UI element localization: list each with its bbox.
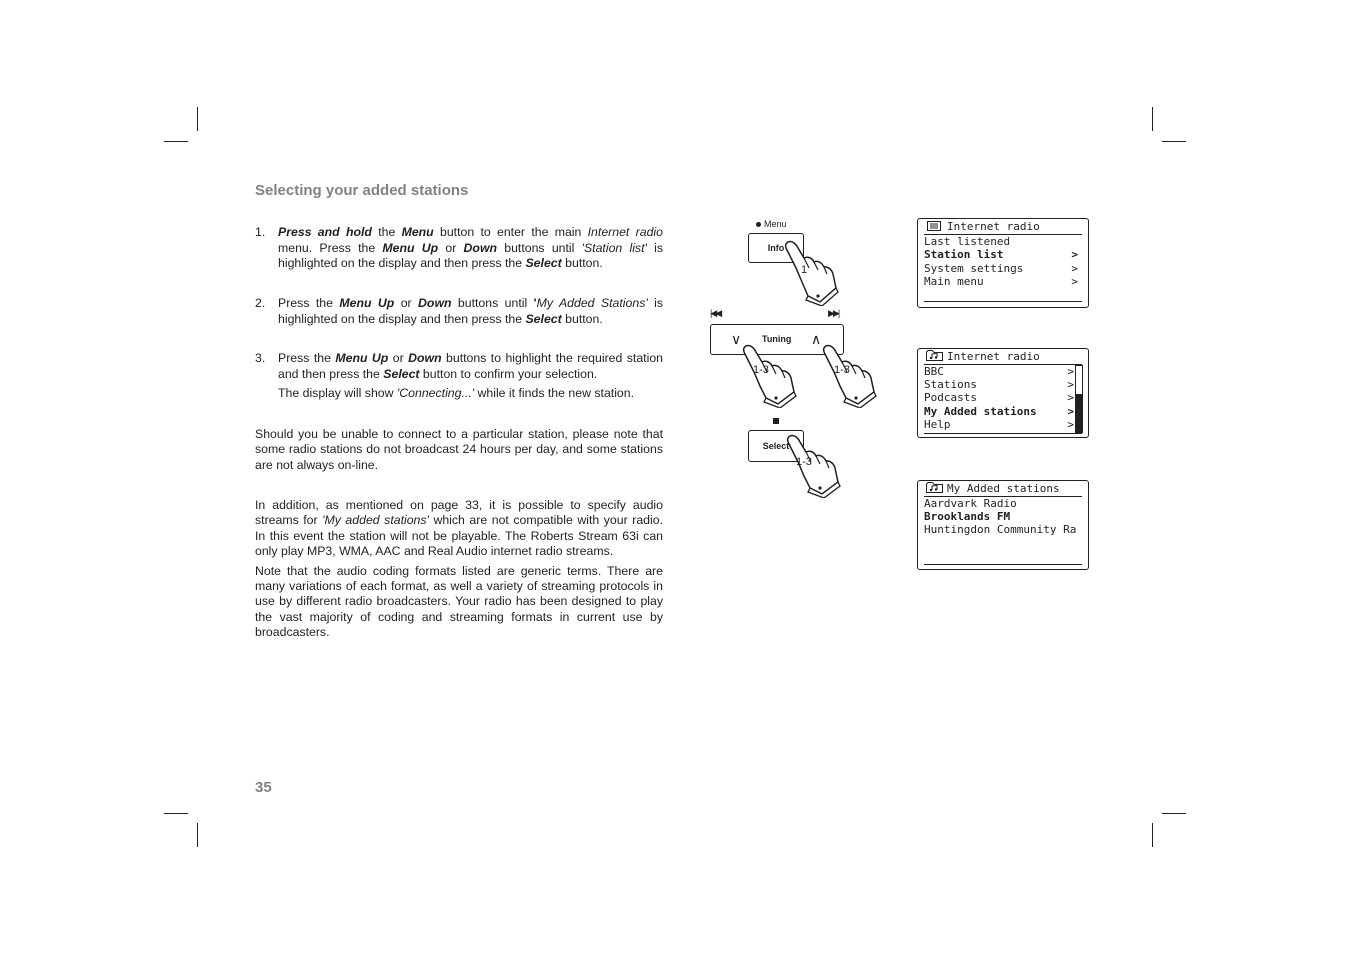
text: button.: [561, 311, 603, 326]
button-name: Down: [463, 240, 498, 255]
text: or: [438, 240, 464, 255]
lcd-item-label: My Added stations: [924, 405, 1037, 418]
text: In addition, as mentioned on page 33, it is possible to specify audio streams for: [255, 498, 663, 528]
menu-name: Internet radio: [587, 225, 663, 239]
button-name: Select: [383, 366, 420, 381]
lcd-menu-item[interactable]: [924, 391, 1074, 404]
lcd-title: Internet radio: [947, 220, 1040, 233]
stop-icon: [773, 418, 779, 424]
lcd-item-label: BBC: [924, 365, 944, 378]
lcd-title-bar: [924, 219, 1082, 235]
menu-name: My Added Stations': [536, 296, 648, 310]
page-heading: Selecting your added stations: [255, 182, 469, 199]
pointing-finger-icon: [786, 432, 842, 498]
lcd-menu-item[interactable]: [924, 418, 1074, 431]
crop-mark: [1162, 813, 1186, 814]
text: while it finds the new station.: [474, 386, 635, 401]
step-2: [255, 296, 663, 327]
text: buttons until: [497, 240, 582, 255]
paragraph-text: Should you be unable to connect to a particular station, please note that some radio stations do not broadcast 24 hours per day, and some stations are not always on-line.: [255, 427, 663, 472]
finger-step-label: 1: [801, 264, 808, 276]
lcd-title-bar: [924, 349, 1082, 365]
lcd-divider: [924, 301, 1082, 302]
lcd-item-label: Station list: [924, 248, 1004, 261]
text: Press the: [278, 351, 336, 365]
step-number: 1.: [255, 225, 266, 239]
chevron-right-icon: >: [1067, 391, 1074, 404]
select-label: Select: [762, 441, 790, 451]
lcd-menu-item[interactable]: [924, 262, 1078, 275]
lcd-title: My Added stations: [947, 482, 1060, 495]
text: the: [371, 225, 402, 239]
lcd-menu-item[interactable]: [924, 365, 1074, 378]
chevron-right-icon: >: [1071, 248, 1078, 261]
chevron-right-icon: >: [1067, 418, 1074, 431]
lcd-item-label: Aardvark Radio: [924, 497, 1017, 510]
paragraph-text: [255, 498, 663, 560]
lcd-title: Internet radio: [947, 350, 1040, 363]
step-text: [278, 225, 663, 272]
step-1: [255, 225, 663, 272]
text: The display will show: [278, 386, 397, 401]
text: or: [394, 296, 419, 310]
button-name: Menu Up: [382, 240, 439, 255]
finger-step-label: 1-3: [834, 364, 850, 376]
music-folder-icon: [926, 482, 943, 493]
finger-step-label: 1-3: [796, 456, 812, 468]
button-name: Select: [525, 256, 562, 271]
button-name: Menu Up: [335, 351, 389, 365]
lcd-screen-my-added-stations: [917, 480, 1089, 570]
crop-mark: [164, 141, 188, 142]
button-name: Menu Up: [339, 296, 395, 310]
lcd-menu-item-selected[interactable]: [924, 405, 1074, 418]
chevron-right-icon: >: [1067, 365, 1074, 378]
skip-back-icon: |◀◀: [710, 308, 721, 318]
lcd-item-label: Stations: [924, 378, 977, 391]
text: is highlighted on the display and then press the: [278, 240, 663, 271]
lcd-title-bar: [924, 481, 1082, 497]
lcd-station-item[interactable]: [924, 497, 1078, 510]
step-3: [255, 351, 663, 402]
lcd-scrollbar[interactable]: [1075, 365, 1083, 433]
tuning-label: Tuning: [762, 334, 792, 344]
pointing-finger-icon: [742, 342, 798, 408]
crop-mark: [197, 107, 198, 131]
lcd-divider: [924, 564, 1082, 565]
lcd-item-label: Help: [924, 418, 951, 431]
menu-up-button[interactable]: ∧: [811, 331, 822, 347]
lcd-divider: [924, 433, 1082, 434]
chevron-right-icon: >: [1067, 378, 1074, 391]
step-number: 2.: [255, 296, 266, 310]
menu-name: 'My added stations': [322, 513, 429, 528]
lcd-scrollbar-thumb[interactable]: [1076, 394, 1082, 432]
paragraph-unable: [255, 427, 663, 473]
pointing-finger-icon: [822, 342, 878, 408]
finger-step-label: 1-3: [753, 364, 769, 376]
lcd-item-label: Last listened: [924, 235, 1011, 248]
lcd-menu-item[interactable]: [924, 378, 1074, 391]
paragraph-text: Note that the audio coding formats listed are generic terms. There are many variations of each format, as well a variety of streaming protocols in use by different radio broadcasters. Your radio has been designed to play the vast majority of coding and streaming formats in current use by broadcasters.: [255, 563, 663, 640]
dot-icon: [756, 222, 761, 227]
lcd-station-item[interactable]: [924, 523, 1084, 536]
text: Press the: [278, 296, 340, 310]
crop-mark: [1152, 107, 1153, 131]
button-name: Menu: [401, 225, 434, 239]
step-text: [278, 351, 663, 402]
lcd-item-label: Brooklands FM: [924, 510, 1011, 523]
text: menu. Press the: [278, 240, 383, 255]
lcd-station-item-selected[interactable]: [924, 510, 1078, 523]
text: is highlighted on the display and then press the: [278, 296, 663, 326]
chevron-right-icon: >: [1071, 262, 1078, 275]
crop-mark: [164, 813, 188, 814]
menu-down-button[interactable]: ∨: [731, 331, 742, 347]
lcd-menu-item[interactable]: [924, 235, 1078, 248]
step-text: [278, 296, 663, 327]
crop-mark: [1152, 823, 1153, 847]
text: button to confirm your selection.: [419, 366, 598, 381]
text: button.: [561, 256, 603, 271]
button-name: Down: [418, 296, 452, 310]
crop-mark: [1162, 141, 1186, 142]
lcd-item-label: Podcasts: [924, 391, 977, 404]
text: buttons to highlight the required station and then press the: [278, 351, 663, 381]
crop-mark: [197, 823, 198, 847]
music-folder-icon: [926, 350, 943, 361]
page-number: 35: [255, 779, 272, 796]
pointing-finger-icon: [784, 238, 840, 306]
lcd-menu-item-selected[interactable]: [924, 248, 1078, 261]
text: or: [388, 351, 409, 365]
emphasis: Press and hold: [278, 225, 372, 239]
text: button to enter the main: [433, 225, 588, 239]
status-text: 'Connecting...': [396, 386, 475, 401]
paragraph-formats: [255, 498, 663, 641]
quote-mark: ': [533, 296, 537, 310]
skip-forward-icon: ▶▶|: [828, 308, 839, 318]
lcd-menu-item[interactable]: [924, 275, 1078, 288]
chevron-right-icon: >: [1071, 275, 1078, 288]
step-number: 3.: [255, 351, 266, 365]
lcd-item-label: Huntingdon Community Ra: [924, 523, 1077, 536]
text: which are not compatible with your radio. In this event the station will not be playable. The Roberts Stream 63i can only play MP3, WMA, AAC and Real Audio internet radio streams.: [255, 513, 663, 559]
button-name: Select: [525, 311, 562, 326]
lcd-screen-internet-radio: [917, 218, 1089, 308]
lcd-item-label: Main menu: [924, 275, 984, 288]
lcd-screen-internet-radio-stations: [917, 348, 1089, 438]
menu-name: 'Station list': [581, 240, 647, 255]
menu-label: Menu: [764, 219, 787, 229]
lcd-item-label: System settings: [924, 262, 1024, 275]
chevron-right-icon: >: [1067, 405, 1074, 418]
text: buttons until: [451, 296, 534, 310]
list-icon: [927, 221, 941, 231]
button-name: Down: [408, 351, 442, 365]
info-label: Info: [767, 243, 785, 253]
